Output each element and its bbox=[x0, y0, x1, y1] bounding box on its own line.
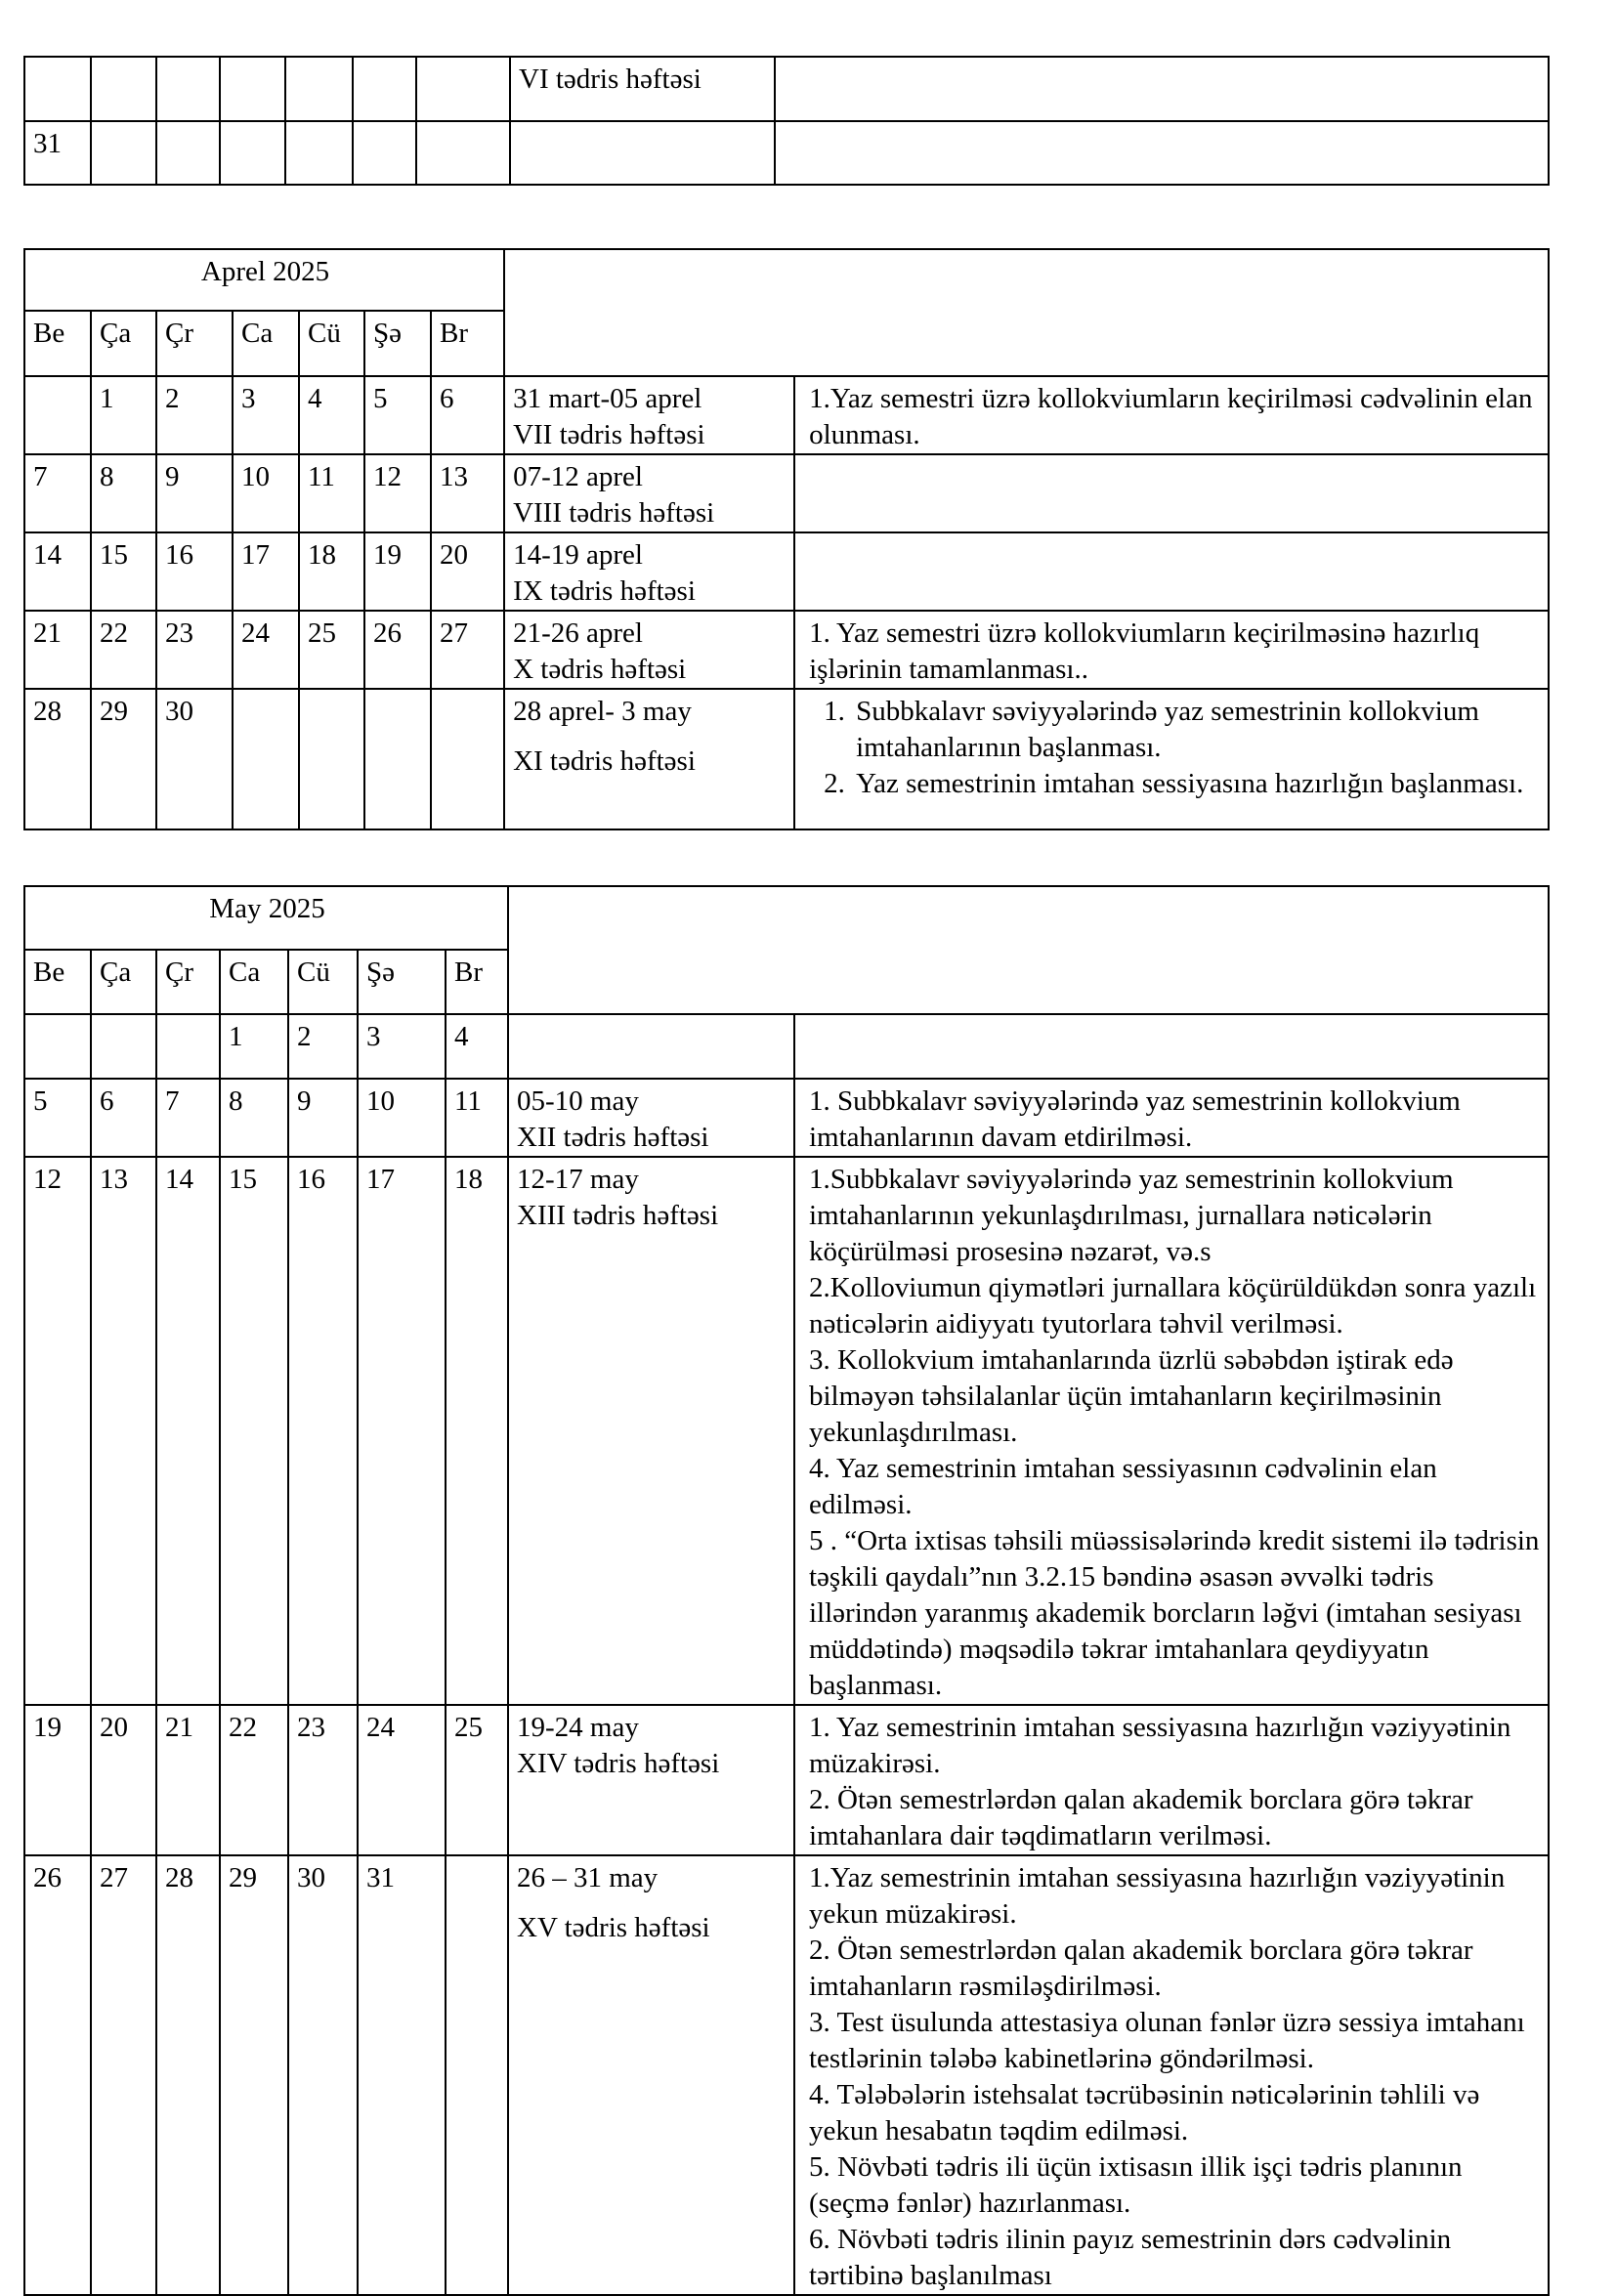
day-cell: 14 bbox=[156, 1157, 220, 1705]
weekday-label: Ça bbox=[91, 950, 156, 1014]
day-cell: 5 bbox=[24, 1079, 91, 1157]
weekday-label: Cü bbox=[288, 950, 358, 1014]
activity-item: 1. Yaz semestrinin imtahan sessiyasına hazırlığın vəziyyətinin müzakirəsi. bbox=[809, 1712, 1511, 1779]
day-cell: 3 bbox=[358, 1014, 446, 1079]
week-label: XII tədris həftəsi bbox=[517, 1122, 709, 1153]
activities-cell bbox=[794, 1014, 1549, 1079]
day-cell: 4 bbox=[299, 376, 364, 454]
day-cell: 28 bbox=[24, 689, 91, 829]
april-calendar-table bbox=[23, 248, 1550, 830]
activity-item: 2. Ötən semestrlərdən qalan akademik borclara görə təkrar imtahanlara dair təqdimatların verilməsi. bbox=[809, 1784, 1473, 1851]
week-label: IX tədris həftəsi bbox=[513, 575, 696, 607]
day-cell: 24 bbox=[233, 611, 299, 689]
day-cell: 1 bbox=[220, 1014, 288, 1079]
week-range: 14-19 aprel bbox=[513, 539, 643, 571]
activity-item: 1.Yaz semestri üzrə kollokviumların keçirilməsi cədvəlinin elan olunması. bbox=[809, 383, 1533, 450]
week-label: XIII tədris həftəsi bbox=[517, 1200, 719, 1231]
day-cell bbox=[299, 689, 364, 829]
activity-item: 5 . “Orta ixtisas təhsili müəssisələrində kredit sistemi ilə tədrisin təşkili qaydalı”nın 3.2.15 bəndinə əsasən əvvəlki tədris illərindən yaranmış akademik borcların ləğvi (imtahan sesiyası müddətində) məqsədilə təkrar imtahanlara qeydiyyatın başlanması. bbox=[809, 1525, 1540, 1701]
day-cell: 20 bbox=[431, 532, 504, 611]
weekday-label: Br bbox=[431, 311, 504, 376]
weekday-label: Çr bbox=[156, 311, 233, 376]
activity-item: 2. Ötən semestrlərdən qalan akademik borclara görə təkrar imtahanların rəsmiləşdirilməsi. bbox=[809, 1935, 1473, 2002]
week-cell bbox=[508, 1157, 794, 1705]
day-cell bbox=[156, 121, 220, 185]
week-row bbox=[24, 1855, 1549, 2295]
activities-cell bbox=[775, 57, 1549, 121]
activity-item: 3. Test üsulunda attestasiya olunan fənlər üzrə sessiya imtahanı testlərinin tələbə kabinetlərinə göndərilməsi. bbox=[809, 2007, 1525, 2074]
day-cell bbox=[233, 689, 299, 829]
week-cell bbox=[510, 121, 775, 185]
activities-cell bbox=[794, 1855, 1549, 2295]
activity-item: 2. Yaz semestrinin imtahan sessiyasına hazırlığın başlanması. bbox=[852, 766, 1540, 802]
activity-item: 2.Kolloviumun qiymətləri jurnallara köçürüldükdən sonra yazılı nəticələrin aidiyyatı tyutorlara təhvil verilməsi. bbox=[809, 1272, 1537, 1339]
day-cell: 22 bbox=[91, 611, 156, 689]
day-cell: 27 bbox=[91, 1855, 156, 2295]
day-cell: 21 bbox=[156, 1705, 220, 1855]
week-range: 26 – 31 may bbox=[517, 1862, 659, 1893]
day-cell: 21 bbox=[24, 611, 91, 689]
day-cell: 22 bbox=[220, 1705, 288, 1855]
week-range: 07-12 aprel bbox=[513, 461, 643, 492]
day-cell bbox=[220, 57, 285, 121]
week-label: XI tədris həftəsi bbox=[513, 745, 696, 777]
week-row bbox=[24, 1705, 1549, 1855]
activities-cell bbox=[794, 1157, 1549, 1705]
month-header-row bbox=[24, 249, 1549, 311]
week-cell bbox=[508, 1705, 794, 1855]
activity-item: 3. Kollokvium imtahanlarında üzrlü səbəbdən iştirak edə bilməyən təhsilalanlar üçün imtahanların keçirilməsinin yekunlaşdırılması. bbox=[809, 1344, 1454, 1448]
week-label: VII tədris həftəsi bbox=[513, 419, 705, 450]
day-cell bbox=[24, 376, 91, 454]
week-cell bbox=[508, 1079, 794, 1157]
day-cell bbox=[156, 57, 220, 121]
day-cell: 7 bbox=[156, 1079, 220, 1157]
day-cell: 26 bbox=[364, 611, 431, 689]
march-tail-table bbox=[23, 56, 1550, 186]
day-cell: 10 bbox=[233, 454, 299, 532]
day-cell: 8 bbox=[91, 454, 156, 532]
table-row bbox=[24, 57, 1549, 121]
week-range: 05-10 may bbox=[517, 1085, 639, 1117]
day-cell: 9 bbox=[288, 1079, 358, 1157]
activities-cell bbox=[794, 532, 1549, 611]
day-cell: 29 bbox=[220, 1855, 288, 2295]
week-cell bbox=[510, 57, 775, 121]
week-label: X tədris həftəsi bbox=[513, 654, 687, 685]
day-cell: 2 bbox=[288, 1014, 358, 1079]
week-cell bbox=[504, 611, 794, 689]
day-cell: 11 bbox=[299, 454, 364, 532]
day-cell: 31 bbox=[24, 121, 91, 185]
week-row bbox=[24, 454, 1549, 532]
week-cell bbox=[504, 376, 794, 454]
week-row bbox=[24, 376, 1549, 454]
weekday-label: Şə bbox=[364, 311, 431, 376]
week-row bbox=[24, 689, 1549, 829]
day-cell: 25 bbox=[299, 611, 364, 689]
day-cell: 2 bbox=[156, 376, 233, 454]
activity-list bbox=[799, 694, 1540, 802]
day-cell: 16 bbox=[288, 1157, 358, 1705]
week-row bbox=[24, 1157, 1549, 1705]
weekday-label: Ça bbox=[91, 311, 156, 376]
month-title: May 2025 bbox=[24, 886, 508, 950]
day-cell: 30 bbox=[288, 1855, 358, 2295]
week-range: 19-24 may bbox=[517, 1712, 639, 1743]
day-cell bbox=[416, 121, 510, 185]
day-cell: 6 bbox=[91, 1079, 156, 1157]
activities-cell bbox=[794, 689, 1549, 829]
day-cell: 12 bbox=[364, 454, 431, 532]
day-cell: 15 bbox=[91, 532, 156, 611]
activity-item: 4. Yaz semestrinin imtahan sessiyasının cədvəlinin elan edilməsi. bbox=[809, 1453, 1437, 1520]
day-cell bbox=[353, 121, 416, 185]
week-row bbox=[24, 1079, 1549, 1157]
day-cell bbox=[431, 689, 504, 829]
day-cell: 30 bbox=[156, 689, 233, 829]
day-cell: 17 bbox=[233, 532, 299, 611]
activity-item: 1. Subbkalavr səviyyələrində yaz semestrinin kollokvium imtahanlarının davam etdirilməsi. bbox=[809, 1085, 1461, 1153]
activities-cell bbox=[794, 454, 1549, 532]
activities-cell bbox=[794, 376, 1549, 454]
month-header-row bbox=[24, 886, 1549, 950]
weekday-label: Ca bbox=[220, 950, 288, 1014]
day-cell: 7 bbox=[24, 454, 91, 532]
day-cell: 8 bbox=[220, 1079, 288, 1157]
week-label: VIII tədris həftəsi bbox=[513, 497, 715, 529]
week-row bbox=[24, 1014, 1549, 1079]
day-cell bbox=[353, 57, 416, 121]
day-cell: 20 bbox=[91, 1705, 156, 1855]
activities-cell bbox=[794, 1705, 1549, 1855]
activity-item: 1.Subbkalavr səviyyələrində yaz semestrinin kollokvium imtahanlarının yekunlaşdırılması, jurnallara nəticələrin köçürülməsi prosesinə nəzarət, və.s bbox=[809, 1164, 1454, 1267]
week-cell bbox=[504, 532, 794, 611]
week-label: VI tədris həftəsi bbox=[519, 64, 702, 95]
day-cell bbox=[24, 1014, 91, 1079]
weekday-label: Şə bbox=[358, 950, 446, 1014]
week-cell bbox=[504, 689, 794, 829]
day-cell: 10 bbox=[358, 1079, 446, 1157]
day-cell: 5 bbox=[364, 376, 431, 454]
day-cell: 18 bbox=[446, 1157, 508, 1705]
week-row bbox=[24, 532, 1549, 611]
weekday-label: Be bbox=[24, 311, 91, 376]
activity-item: 1.Yaz semestrinin imtahan sessiyasına hazırlığın vəziyyətinin yekun müzakirəsi. bbox=[809, 1862, 1506, 1930]
day-cell: 23 bbox=[288, 1705, 358, 1855]
weekday-label: Ca bbox=[233, 311, 299, 376]
week-row bbox=[24, 611, 1549, 689]
week-cell bbox=[504, 454, 794, 532]
week-range: 21-26 aprel bbox=[513, 617, 643, 649]
day-cell: 31 bbox=[358, 1855, 446, 2295]
day-cell: 13 bbox=[91, 1157, 156, 1705]
week-range: 28 aprel- 3 may bbox=[513, 696, 692, 727]
day-cell: 1 bbox=[91, 376, 156, 454]
day-cell: 23 bbox=[156, 611, 233, 689]
activity-item: 1. Subbkalavr səviyyələrində yaz semestrinin kollokvium imtahanlarının başlanması. bbox=[852, 694, 1540, 766]
weekday-label: Çr bbox=[156, 950, 220, 1014]
day-cell: 25 bbox=[446, 1705, 508, 1855]
day-cell: 24 bbox=[358, 1705, 446, 1855]
activity-item: 1. Yaz semestri üzrə kollokviumların keçirilməsinə hazırlıq işlərinin tamamlanması.. bbox=[809, 617, 1480, 685]
week-cell bbox=[508, 1014, 794, 1079]
day-cell: 9 bbox=[156, 454, 233, 532]
activities-cell bbox=[794, 1079, 1549, 1157]
day-cell: 17 bbox=[358, 1157, 446, 1705]
activities-cell bbox=[775, 121, 1549, 185]
day-cell: 3 bbox=[233, 376, 299, 454]
day-cell: 15 bbox=[220, 1157, 288, 1705]
weekday-label: Cü bbox=[299, 311, 364, 376]
day-cell bbox=[91, 57, 156, 121]
day-cell bbox=[285, 57, 353, 121]
may-calendar-table bbox=[23, 885, 1550, 2296]
day-cell: 18 bbox=[299, 532, 364, 611]
day-cell: 26 bbox=[24, 1855, 91, 2295]
day-cell: 19 bbox=[24, 1705, 91, 1855]
day-cell: 28 bbox=[156, 1855, 220, 2295]
week-range: 31 mart-05 aprel bbox=[513, 383, 702, 414]
day-cell bbox=[24, 57, 91, 121]
activity-item: 6. Növbəti tədris ilinin payız semestrinin dərs cədvəlinin tərtibinə başlanılması bbox=[809, 2224, 1452, 2291]
day-cell: 14 bbox=[24, 532, 91, 611]
day-cell: 27 bbox=[431, 611, 504, 689]
week-range: 12-17 may bbox=[517, 1164, 639, 1195]
day-cell bbox=[91, 121, 156, 185]
activity-item: 5. Növbəti tədris ili üçün ixtisasın illik işçi tədris planının (seçmə fənlər) hazırlanması. bbox=[809, 2151, 1463, 2219]
header-blank-cell bbox=[508, 886, 1549, 1014]
weekday-label: Be bbox=[24, 950, 91, 1014]
activity-item: 4. Tələbələrin istehsalat təcrübəsinin nəticələrinin təhlili və yekun hesabatın təqdim edilməsi. bbox=[809, 2079, 1480, 2147]
day-cell bbox=[220, 121, 285, 185]
day-cell: 12 bbox=[24, 1157, 91, 1705]
header-blank-cell bbox=[504, 249, 1549, 376]
day-cell: 19 bbox=[364, 532, 431, 611]
week-cell bbox=[508, 1855, 794, 2295]
day-cell: 29 bbox=[91, 689, 156, 829]
activities-cell bbox=[794, 611, 1549, 689]
table-row bbox=[24, 121, 1549, 185]
week-label: XIV tədris həftəsi bbox=[517, 1748, 720, 1779]
day-cell bbox=[156, 1014, 220, 1079]
week-label: XV tədris həftəsi bbox=[517, 1912, 710, 1943]
day-cell: 11 bbox=[446, 1079, 508, 1157]
day-cell bbox=[91, 1014, 156, 1079]
day-cell bbox=[416, 57, 510, 121]
weekday-label: Br bbox=[446, 950, 508, 1014]
day-cell bbox=[446, 1855, 508, 2295]
day-cell: 6 bbox=[431, 376, 504, 454]
day-cell: 16 bbox=[156, 532, 233, 611]
day-cell bbox=[285, 121, 353, 185]
day-cell bbox=[364, 689, 431, 829]
day-cell: 4 bbox=[446, 1014, 508, 1079]
day-cell: 13 bbox=[431, 454, 504, 532]
month-title: Aprel 2025 bbox=[24, 249, 504, 311]
